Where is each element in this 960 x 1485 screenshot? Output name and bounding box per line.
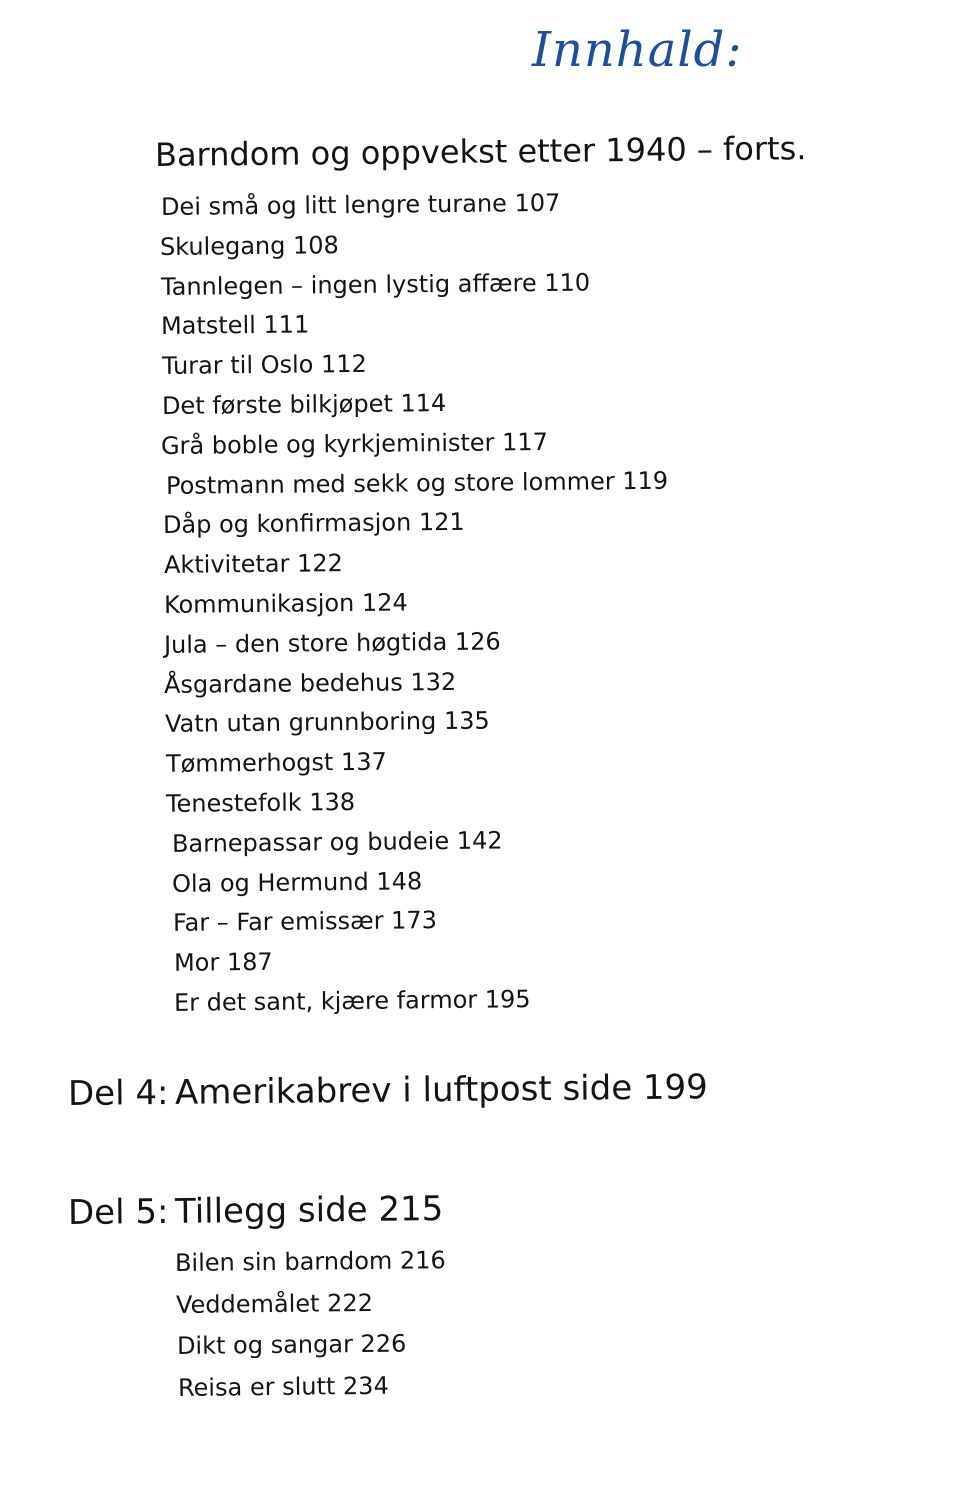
toc-entry: Vatn utan grunnboring 135 — [164, 706, 490, 739]
toc-entry: Postmann med sekk og store lommer 119 — [165, 466, 669, 500]
toc-entry: Kommunikasjon 124 — [163, 588, 408, 619]
toc-entry: Tenestefolk 138 — [165, 787, 356, 818]
part-4-label: Del 4: — [67, 1072, 169, 1114]
toc-entry: Barnepassar og budeie 142 — [171, 826, 503, 858]
toc-entry: Veddemålet 222 — [175, 1288, 374, 1319]
toc-list — [160, 188, 668, 1024]
toc-entry: Dei små og litt lengre turane 107 — [160, 188, 561, 221]
toc-entry: Tømmerhogst 137 — [165, 747, 387, 779]
toc-entry: Dåp og konfirmasjon 121 — [162, 508, 465, 540]
toc-entry: Matstell 111 — [160, 310, 310, 341]
page-title: Innhald: — [532, 22, 743, 78]
section-heading: Barndom og oppvekst etter 1940 – forts. — [154, 129, 807, 174]
toc-entry: Bilen sin barndom 216 — [174, 1246, 446, 1277]
toc-entry: Mor 187 — [173, 947, 273, 977]
toc-entry: Dikt og sangar 226 — [176, 1329, 407, 1360]
toc-entry: Ola og Hermund 148 — [171, 866, 423, 898]
part-5-label: Del 5: — [67, 1191, 169, 1233]
toc-entry: Åsgardane bedehus 132 — [163, 667, 457, 699]
part-5-title: Tillegg side 215 — [174, 1189, 444, 1232]
part-4-title: Amerikabrev i luftpost side 199 — [174, 1067, 709, 1113]
toc-entry: Far – Far emissær 173 — [172, 906, 438, 938]
part-4-heading — [68, 1067, 708, 1114]
toc-entry: Jula – den store høgtida 126 — [163, 627, 501, 659]
toc-entry: Det første bilkjøpet 114 — [161, 388, 447, 420]
toc-entry: Skulegang 108 — [159, 230, 340, 261]
toc-entry: Grå boble og kyrkjeminister 117 — [160, 427, 549, 460]
toc-entry: Er det sant, kjære farmor 195 — [173, 985, 531, 1017]
toc-entry: Turar til Oslo 112 — [161, 350, 367, 381]
toc-entry: Aktivitetar 122 — [163, 549, 344, 580]
part-5-list — [175, 1243, 446, 1409]
toc-entry: Tannlegen – ingen lystig affære 110 — [160, 268, 591, 301]
part-5-heading — [68, 1189, 444, 1233]
toc-entry: Reisa er slutt 234 — [177, 1371, 389, 1402]
